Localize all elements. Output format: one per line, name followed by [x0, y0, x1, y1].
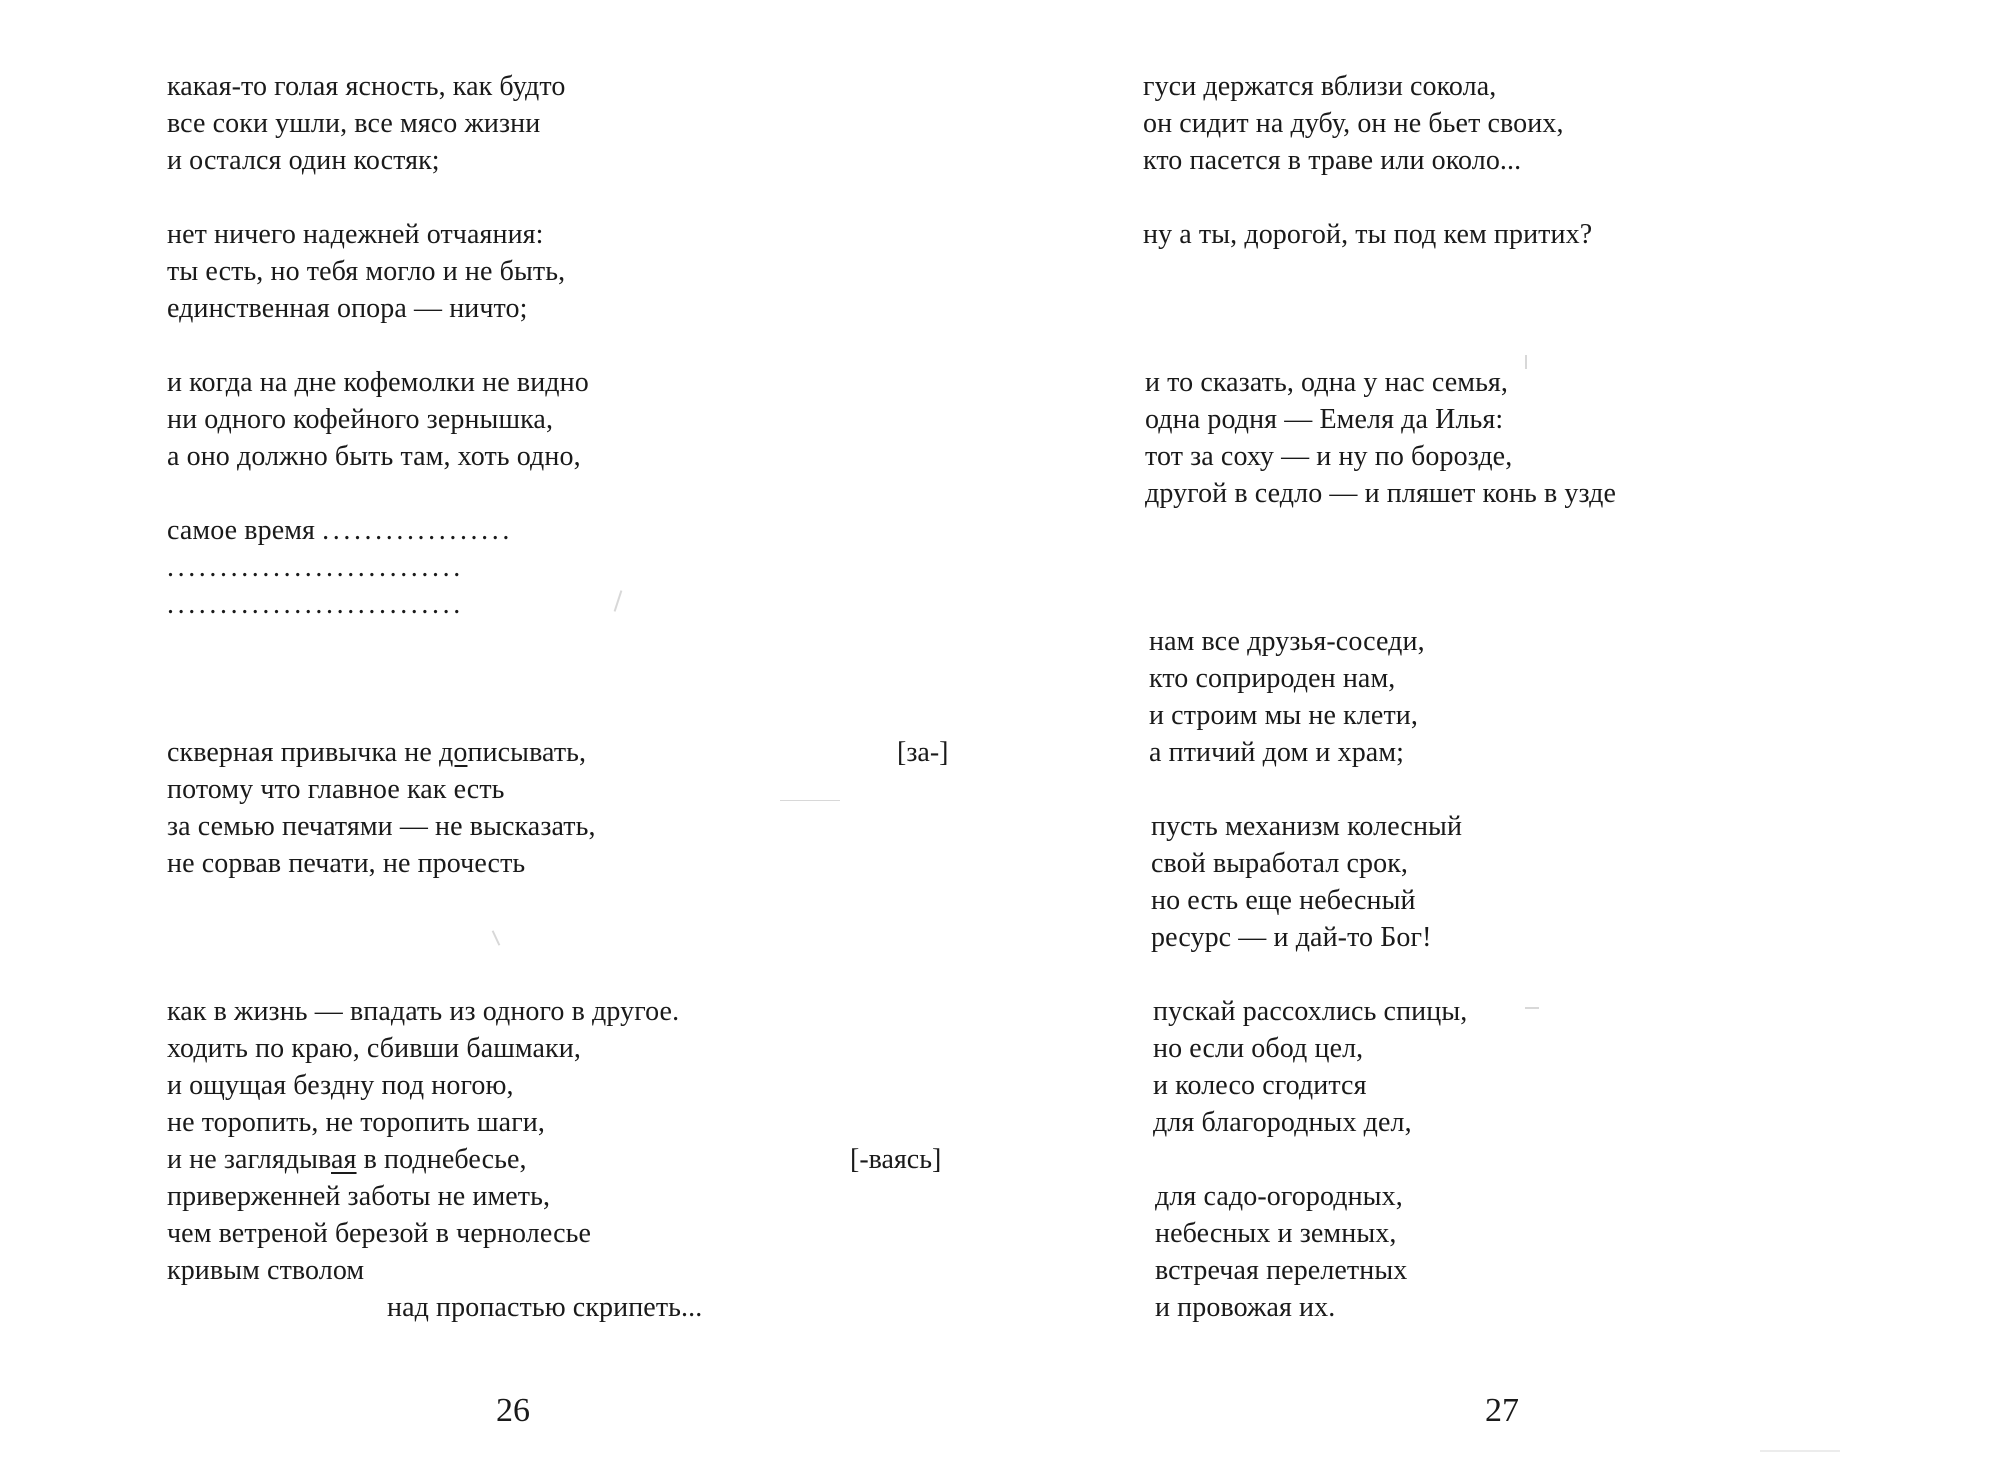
- poem-line: ты есть, но тебя могло и не быть,: [167, 256, 566, 287]
- poem-line: ресурс — и дай-то Бог!: [1151, 922, 1432, 953]
- underlined-prefix: до: [439, 737, 468, 768]
- poem-line: для садо-огородных,: [1155, 1181, 1403, 1212]
- poem-line: все соки ушли, все мясо жизни: [167, 108, 541, 139]
- scan-speck: [1760, 1450, 1840, 1452]
- page-number: 26: [496, 1392, 530, 1429]
- marginal-note: [-ваясь]: [850, 1144, 942, 1175]
- poem-line: одна родня — Емеля да Илья:: [1145, 404, 1504, 435]
- poem-line-indented: над пропастью скрипеть...: [387, 1292, 703, 1323]
- poem-line: пусть механизм колесный: [1151, 811, 1463, 842]
- poem-line: за семью печатями — не высказать,: [167, 811, 596, 842]
- poem-line-text: писывать,: [467, 737, 587, 768]
- poem-line-text: и не заглядыв: [167, 1144, 332, 1175]
- poem-line: ни одного кофейного зернышка,: [167, 404, 554, 435]
- right-page: [1000, 0, 2000, 1479]
- poem-line: нам все друзья-соседи,: [1149, 626, 1425, 657]
- scan-speck: [614, 590, 623, 612]
- poem-line: единственная опора — ничто;: [167, 293, 528, 324]
- poem-line: кривым стволом: [167, 1255, 365, 1286]
- poem-line: но есть еще небесный: [1151, 885, 1416, 916]
- poem-line: ну а ты, дорогой, ты под кем притих?: [1143, 219, 1593, 250]
- poem-line: [167, 734, 586, 771]
- poem-line: и строим мы не клети,: [1149, 700, 1418, 731]
- dotted-line: ............................: [167, 552, 464, 583]
- poem-line: и ощущая бездну под ногою,: [167, 1070, 514, 1101]
- poem-line: встречая перелетных: [1155, 1255, 1408, 1286]
- poem-line: другой в седло — и пляшет конь в узде: [1145, 478, 1617, 509]
- poem-line: какая-то голая ясность, как будто: [167, 71, 566, 102]
- page-number: 27: [1485, 1392, 1519, 1429]
- scan-speck: [1525, 1007, 1539, 1009]
- poem-line: нет ничего надежней отчаяния:: [167, 219, 544, 250]
- scan-speck: [492, 930, 501, 945]
- poem-line: чем ветреной березой в чернолесье: [167, 1218, 592, 1249]
- poem-line: как в жизнь — впадать из одного в другое.: [167, 996, 680, 1027]
- scan-speck: [1525, 355, 1527, 369]
- poem-line: и колесо сгодится: [1153, 1070, 1367, 1101]
- dotted-line: ............................: [167, 589, 464, 620]
- poem-line: кто пасется в траве или около...: [1143, 145, 1522, 176]
- poem-line: и остался один костяк;: [167, 145, 440, 176]
- poem-line: потому что главное как есть: [167, 774, 505, 805]
- poem-line: ходить по краю, сбивши башмаки,: [167, 1033, 581, 1064]
- underlined-suffix: ая: [331, 1144, 357, 1175]
- poem-line: не сорвав печати, не прочесть: [167, 848, 526, 879]
- poem-line: а оно должно быть там, хоть одно,: [167, 441, 581, 472]
- poem-line: и когда на дне кофемолки не видно: [167, 367, 589, 398]
- poem-line: и провожая их.: [1155, 1292, 1336, 1323]
- poem-line: но если обод цел,: [1153, 1033, 1364, 1064]
- poem-line: [167, 1141, 527, 1178]
- poem-line: кто соприроден нам,: [1149, 663, 1396, 694]
- poem-line-with-ellipsis: [167, 512, 513, 549]
- poem-line: пускай рассохлись спицы,: [1153, 996, 1468, 1027]
- poem-line-text: в поднебесье,: [356, 1144, 527, 1175]
- scan-speck: [780, 800, 840, 801]
- poem-line: а птичий дом и храм;: [1149, 737, 1405, 768]
- poem-line: тот за соху — и ну по борозде,: [1145, 441, 1513, 472]
- poem-line: для благородных дел,: [1153, 1107, 1412, 1138]
- poem-line: не торопить, не торопить шаги,: [167, 1107, 545, 1138]
- poem-line: и то сказать, одна у нас семья,: [1145, 367, 1509, 398]
- poem-line: гуси держатся вблизи сокола,: [1143, 71, 1497, 102]
- poem-line-text: самое время: [167, 515, 316, 546]
- poem-line: небесных и земных,: [1155, 1218, 1397, 1249]
- poem-line-text: скверная привычка не: [167, 737, 440, 768]
- marginal-note: [за-]: [897, 737, 949, 768]
- dotted-leader: ..................: [322, 515, 513, 546]
- poem-line: свой выработал срок,: [1151, 848, 1409, 879]
- poem-line: приверженней заботы не иметь,: [167, 1181, 551, 1212]
- poem-line: он сидит на дубу, он не бьет своих,: [1143, 108, 1564, 139]
